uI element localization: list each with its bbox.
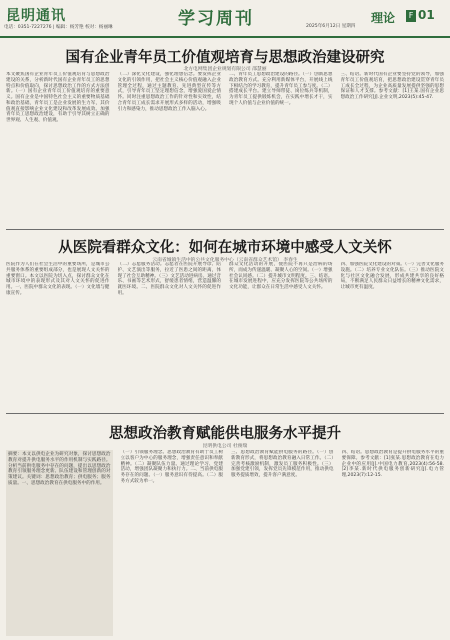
article-2-column: 四、加强医院文化建设的对策。（一）完善文化服务设施。（二）培养专业文化队伍。（三）推动医院文化与社区文化融合发展，形成共建共享的良好格局，不断满足人民群众日益增长的精神文化需求，让城市更有温度。 bbox=[340, 262, 444, 290]
article-3-byline: 昆明供电公司 杜俊瑞 bbox=[202, 444, 248, 449]
section-divider bbox=[6, 229, 444, 230]
section-divider bbox=[6, 413, 444, 414]
section-name: 理论 bbox=[371, 11, 396, 25]
section-badge: F bbox=[406, 10, 416, 22]
article-1-title: 国有企业青年员工价值观培育与思想政治建设研究 bbox=[65, 50, 385, 66]
article-3-abstract-column: 摘要：本文以供电企业为研究对象，探讨思想政治教育对提升供电服务水平的作用机制与实践路径。分析当前供电服务中存在的问题，提出以思想政治教育引领服务理念更新、队伍建设和管理创新的对策建议。关键词：思想政治教育；供电服务；服务质量。一、思想政治教育在供电服务中的作用。 bbox=[6, 450, 113, 636]
article-3-body bbox=[6, 450, 444, 636]
article-3-column: 四、结语。思想政治教育是提升供电服务水平的重要保障。参考文献：[1]张某.思想政治教育在电力企业中的应用[J].中国电力教育,2023(4):56-58. [2]李某.新时代供电服务创新研究[J].电力管理,2023(7):12-15. bbox=[341, 450, 444, 478]
article-1-column: 二、青年员工思想政治建设的路径。（一）创新思想政治教育方式。充分利用新媒体平台，开展线上线下相结合的学习教育，提升青年员工参与度。（二）搭建成长平台。建立导师带徒、岗位练兵等机制，为青年员工提供锻炼机会，在实践中增长才干，实现个人价值与企业价值的统一。 bbox=[229, 72, 333, 106]
weekly-title: 学习周刊 bbox=[178, 9, 254, 29]
article-1-column: 本文聚焦国有企业青年员工价值观培育与思想政治建设的关系，分析新时代国有企业青年员工的思想特点和价值取向，探讨思想政治工作的方式方法创新。（一）国有企业青年员工价值观培育的重要意义。国有企业是中国特色社会主义的重要物质基础和政治基础，青年员工是企业发展的生力军，其价值观直接影响企业文化建设和改革发展成效。加强青年员工思想政治建设，有助于引导其树立正确的世界观、人生观、价值观。 bbox=[6, 72, 110, 123]
article-2-column: 医院作为人们在社会生活中的重要场所，是城市公共服务体系的重要组成部分，也是展现人文关怀的重要窗口。本文以医院为切入点，探讨群众文化在城市环境中的表现形式及其对人文关怀的促进作用。一、医院中群众文化的表现。（一）文化墙与健康宣传。 bbox=[6, 262, 110, 296]
article-2-column: （二）志愿服务活动。志愿者在医院开展导诊、陪护、文艺演出等服务，拉近了医患之间的距离，体现了社会互助精神。（三）文艺活动进病房。通过音乐、书画等艺术形式，舒缓患者情绪，营造温馨的就医环境。二、医院群众文化对人文关怀的促进作用。 bbox=[117, 262, 221, 296]
article-2-body bbox=[6, 262, 444, 410]
newspaper-logo: 昆明通讯 bbox=[6, 8, 66, 24]
article-3-column: （一）引领服务理念。思想政治教育有助于员工树立以客户为中心的服务理念，增强责任意识和奉献精神。（二）凝聚队伍力量。通过理论学习、党建活动，增强团队凝聚力和执行力。二、当前供电服务存在的问题。（一）服务意识有待提高。（二）服务方式较为单一。 bbox=[120, 450, 223, 484]
article-1-byline: 北方电网集团企业规划有限公司 邵慧丽 bbox=[183, 67, 267, 72]
masthead bbox=[0, 0, 450, 38]
article-2-title: 从医院看群众文化：如何在城市环境中感受人文关怀 bbox=[58, 240, 392, 256]
article-1-body bbox=[6, 72, 444, 225]
masthead-meta: 电话：0351-7227276 | 编辑：杨芳艳 校对：杨丽琳 bbox=[4, 25, 113, 30]
article-1-column: （二）深化文化建设，强化理想信念。要发挥企业文化的引领作用，把社会主义核心价值观融入企业管理全过程，通过主题教育、先进典型宣传等方式，引导青年员工坚定理想信念，增强爱国爱企情怀。同时注重思想政治工作的针对性和实效性，结合青年员工成长需求开展形式多样的活动，增强吸引力和感染力，推动思想政治工作入脑入心。 bbox=[117, 72, 221, 112]
article-2-byline: 云南省城镇生活中的公共文化服务中心（云南省群众艺术馆） 李春生 bbox=[152, 258, 298, 263]
page-number: 01 bbox=[418, 8, 435, 22]
article-3-title: 思想政治教育赋能供电服务水平提升 bbox=[109, 426, 341, 442]
article-2-column: 群众文化活动的开展，使医院不再只是治病的场所，而成为传递温暖、凝聚人心的空间。（一）增强社会认同感。（二）提升城市文明程度。三、结语。在城市发展进程中，应充分发挥医院等公共场所的文化功能，让群众在日常生活中感受人文关怀。 bbox=[229, 262, 333, 290]
issue-date: 2025年6月12日 星期四 bbox=[306, 24, 356, 29]
article-3-column: 三、思想政治教育赋能供电服务的路径。（一）创新教育形式，将思想政治教育融入日常工作。（二）完善考核激励机制，激发员工服务积极性。（三）加强党建引领，发挥党员先锋模范作用，推动供电服务提质增效，提升客户满意度。 bbox=[231, 450, 334, 478]
article-1-column: 三、结语。新时代国有企业要坚持党的领导，加强青年员工价值观培育，把思想政治建设贯穿青年员工成长全过程，为企业高质量发展提供坚强的思想保证和人才支撑。参考文献：[1]王某.国有企业思想政治工作研究[J].企业文明,2023(5):45-47. bbox=[340, 72, 444, 100]
